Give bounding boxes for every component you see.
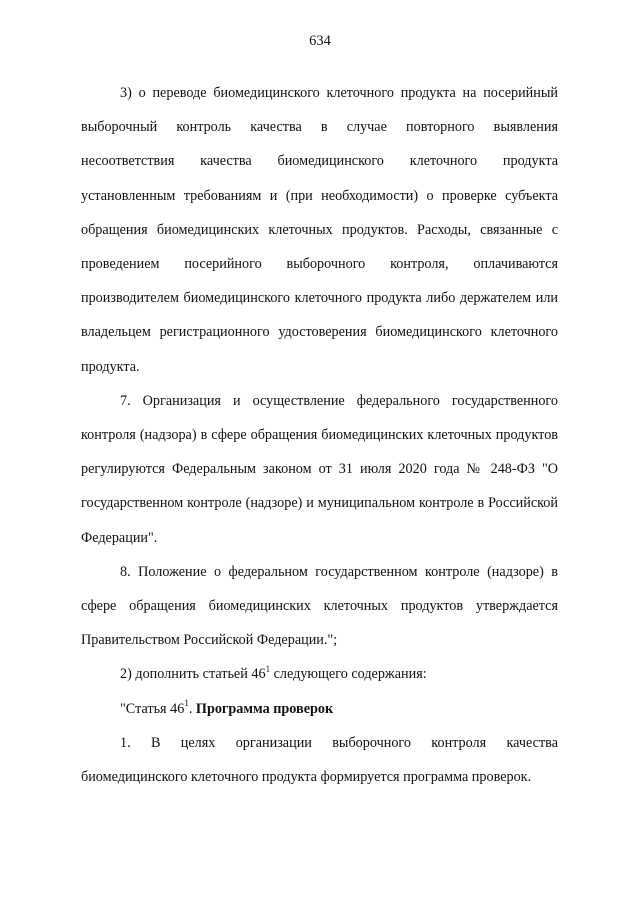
paragraph-point-7: 7. Организация и осуществление федерального государственного контроля (надзора) в сфере обращения биомедицинских клеточных продуктов регулируются Федеральным законом от 31 июля 2020 года № 248-ФЗ "О государственном контроле (надзоре) и муниципальном контроле в Российской Федерации". xyxy=(81,392,558,546)
paragraph-amendment-item-2 xyxy=(81,657,558,691)
paragraph-article-point-1: 1. В целях организации выборочного контроля качества биомедицинского клеточного продукта формируется программа проверок. xyxy=(81,734,558,786)
document-body xyxy=(81,76,558,794)
article-title: Программа проверок xyxy=(195,700,334,717)
page-number: 634 xyxy=(309,33,331,49)
amendment-text-end: следующего содержания: xyxy=(270,666,427,683)
article-heading xyxy=(81,692,558,726)
article-heading-superscript: 1 xyxy=(184,697,189,708)
article-superscript: 1 xyxy=(265,663,271,674)
article-label: "Статья 46 xyxy=(120,700,185,717)
paragraph-point-8: 8. Положение о федеральном государственном контроле (надзоре) в сфере обращения биомедицинских клеточных продуктов утверждается Правительством Российской Федерации."; xyxy=(81,563,558,649)
amendment-text-start: 2) дополнить статьей 46 xyxy=(120,666,266,683)
paragraph-item-3: 3) о переводе биомедицинского клеточного продукта на посерийный выборочный контроль качества в случае повторного выявления несоответствия качества биомедицинского клеточного продукта установленным требованиям и (при необходимости) о проверке субъекта обращения биомедицинских клеточных продуктов. Расходы, связанные с проведением посерийного выборочного контроля, оплачиваются производителем биомедицинского клеточного продукта либо держателем или владельцем регистрационного удостоверения биомедицинского клеточного продукта. xyxy=(81,85,558,375)
article-label-punctuation: . xyxy=(188,700,196,717)
